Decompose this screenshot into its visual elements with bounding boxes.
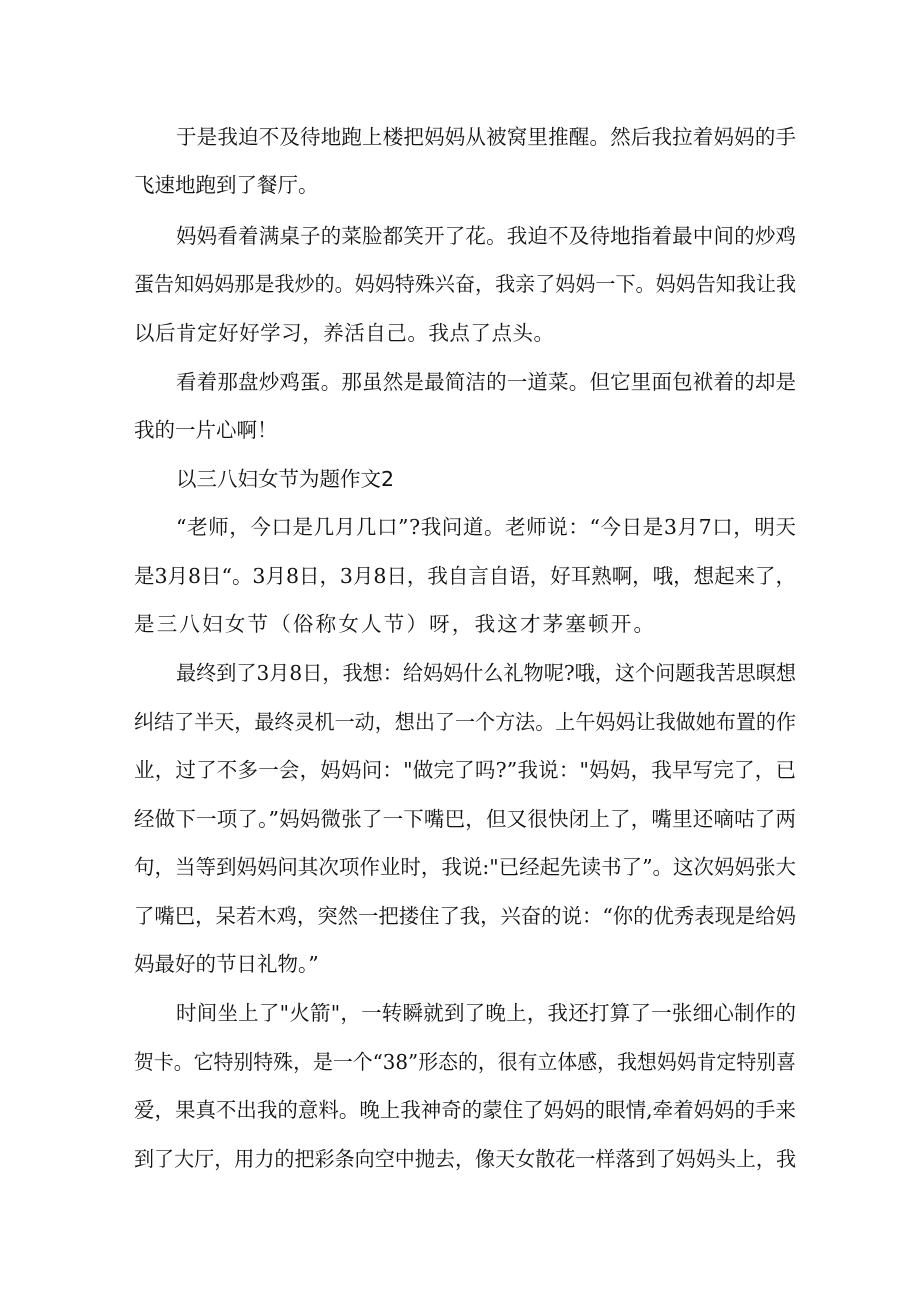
text-line-20: 贺卡。它特别特殊，是一个“38”形态的，很有立体感，我想妈妈肯定特别喜	[134, 1050, 797, 1074]
text-line-11: 是三八妇女节（俗称女人节）呀，我这才茅塞顿开。	[134, 612, 657, 636]
text-line-19: 时间坐上了"火箭"，一转瞬就到了晚上，我还打算了一张细心制作的	[176, 1001, 797, 1025]
text-line-6: 看着那盘炒鸡蛋。那虽然是最简洁的一道菜。但它里面包袱着的却是	[176, 370, 797, 394]
text-line-9: “老师，今口是几月几口”?我问道。老师说：“今日是3月7口，明天	[176, 515, 797, 539]
text-line-16: 句，当等到妈妈问其次项作业时，我说:"已经起先读书了”。这次妈妈张大	[134, 855, 796, 879]
text-line-10: 是3月8日“。3月8日，3月8日，我自言自语，好耳熟啊，哦，想起来了，	[134, 564, 797, 588]
text-line-4: 蛋告知妈妈那是我炒的。妈妈特殊兴奋，我亲了妈妈一下。妈妈告知我让我	[134, 272, 797, 296]
text-line-18: 妈最好的节日礼物。”	[134, 952, 319, 976]
text-line-15: 经做下一项了。”妈妈微张了一下嘴巴，但又很快闭上了，嘴里还嘀咕了两	[134, 807, 797, 831]
text-line-12: 最终到了3月8日，我想：给妈妈什么礼物呢?哦，这个问题我苦思暝想	[176, 661, 797, 685]
text-line-17: 了嘴巴，呆若木鸡，突然一把搂住了我，兴奋的说：“你的优秀表现是给妈	[134, 904, 797, 928]
text-line-22: 到了大厅，用力的把彩条向空中抛去，像天女散花一样落到了妈妈头上，我	[134, 1147, 797, 1171]
text-line-2: 飞速地跑到了餐厅。	[134, 173, 319, 197]
text-line-3: 妈妈看着满桌子的菜脸都笑开了花。我迫不及待地指着最中间的炒鸡	[176, 224, 797, 248]
text-line-14: 业，过了不多一会，妈妈问："做完了吗?”我说："妈妈，我早写完了，已	[134, 758, 797, 782]
text-line-13: 纠结了半天，最终灵机一动，想出了一个方法。上午妈妈让我做她布置的作	[134, 710, 797, 734]
text-line-5: 以后肯定好好学习，养活自己。我点了点头。	[134, 321, 555, 345]
text-line-7: 我的一片心啊！	[134, 418, 278, 442]
text-line-1: 于是我迫不及待地跑上楼把妈妈从被窝里推醒。然后我拉着妈妈的手	[176, 125, 797, 149]
section-heading: 以三八妇女节为题作文2	[176, 467, 395, 491]
text-line-21: 爱，果真不出我的意料。晚上我神奇的蒙住了妈妈的眼情,牵着妈妈的手来	[134, 1098, 796, 1122]
